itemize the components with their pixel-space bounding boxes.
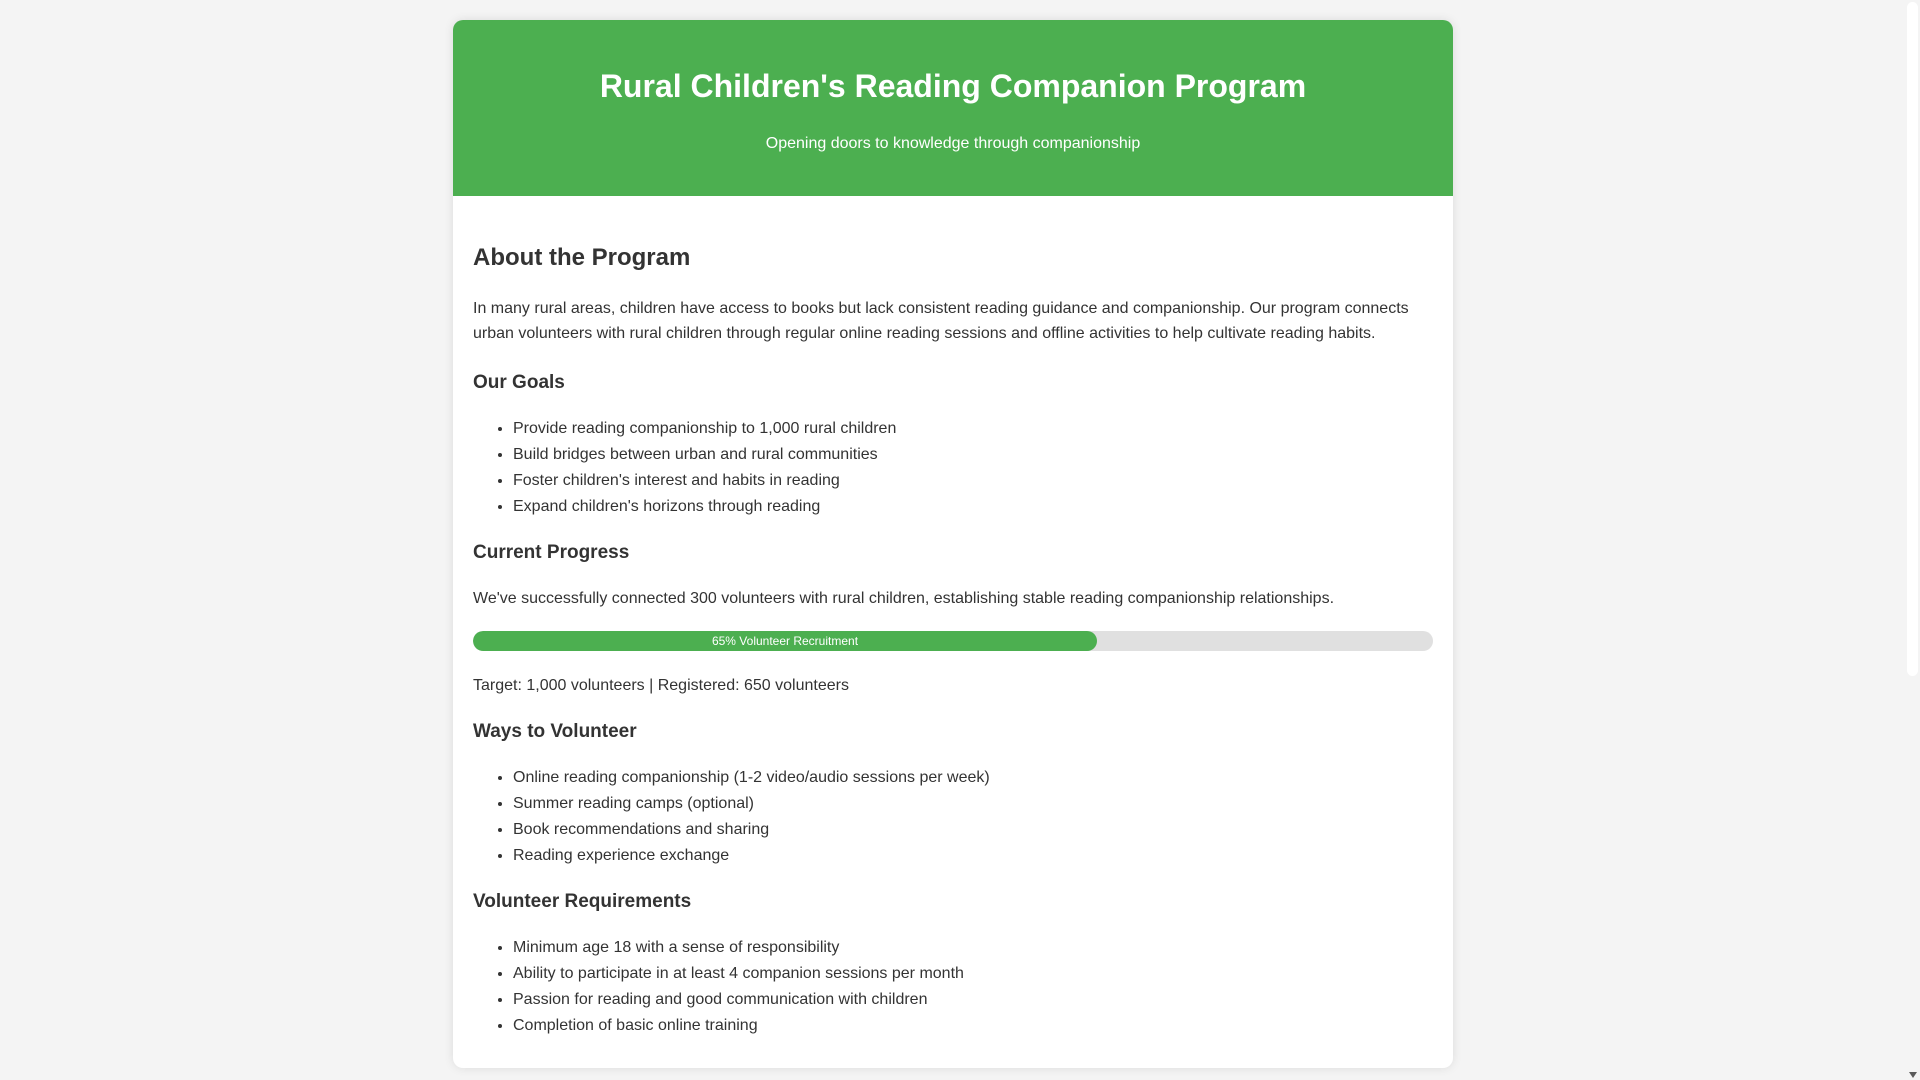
requirements-heading: Volunteer Requirements (473, 891, 692, 912)
progress-bar-label: 65% Volunteer Recruitment (711, 634, 859, 648)
requirements-list-item: • Completion of basic online training (513, 1013, 1433, 1039)
progress-bar-fill (473, 631, 1097, 651)
page-subtitle: Opening doors to knowledge through companionship (765, 135, 1141, 152)
program-card (453, 20, 1453, 1068)
ways-list (473, 765, 1433, 869)
progress-stats: Target: 1,000 volunteers | Registered: 650 volunteers (473, 677, 849, 694)
ways-list-item: • Reading experience exchange (513, 843, 1433, 869)
scrollbar-thumb[interactable] (1907, 2, 1918, 676)
ways-heading: Ways to Volunteer (473, 721, 637, 742)
goals-list-item: • Expand children's horizons through reading (513, 494, 1433, 520)
goals-list-item: • Provide reading companionship to 1,000 rural children (513, 416, 1433, 442)
page-title: Rural Children's Reading Companion Program (599, 68, 1307, 104)
scroll-down-arrow-icon[interactable] (1909, 1072, 1917, 1078)
progress-bar (473, 631, 1433, 651)
vertical-scrollbar[interactable] (1905, 0, 1920, 1080)
ways-list-item: • Online reading companionship (1-2 video/audio sessions per week) (513, 765, 1433, 791)
ways-list-item: • Summer reading camps (optional) (513, 791, 1433, 817)
goals-list-item: • Foster children's interest and habits in reading (513, 468, 1433, 494)
ways-list-item: • Book recommendations and sharing (513, 817, 1433, 843)
requirements-list-item: • Minimum age 18 with a sense of responsibility (513, 935, 1433, 961)
about-heading: About the Program (473, 244, 691, 271)
goals-heading: Our Goals (473, 372, 565, 393)
requirements-list-item: • Ability to participate in at least 4 companion sessions per month (513, 961, 1433, 987)
program-header (453, 20, 1453, 196)
about-text: In many rural areas, children have access to books but lack consistent reading guidance and companionship. Our program connects urban volunteers with rural children through regular online reading sessions and offline activities to help cultivate reading habits. (473, 300, 1409, 342)
requirements-list-item: • Passion for reading and good communication with children (513, 987, 1433, 1013)
progress-heading: Current Progress (473, 542, 630, 563)
goals-list (473, 416, 1433, 520)
program-content (453, 242, 1453, 1039)
progress-text: We've successfully connected 300 volunteers with rural children, establishing stable reading companionship relationships. (473, 590, 1335, 607)
goals-list-item: • Build bridges between urban and rural communities (513, 442, 1433, 468)
requirements-list (473, 935, 1433, 1039)
